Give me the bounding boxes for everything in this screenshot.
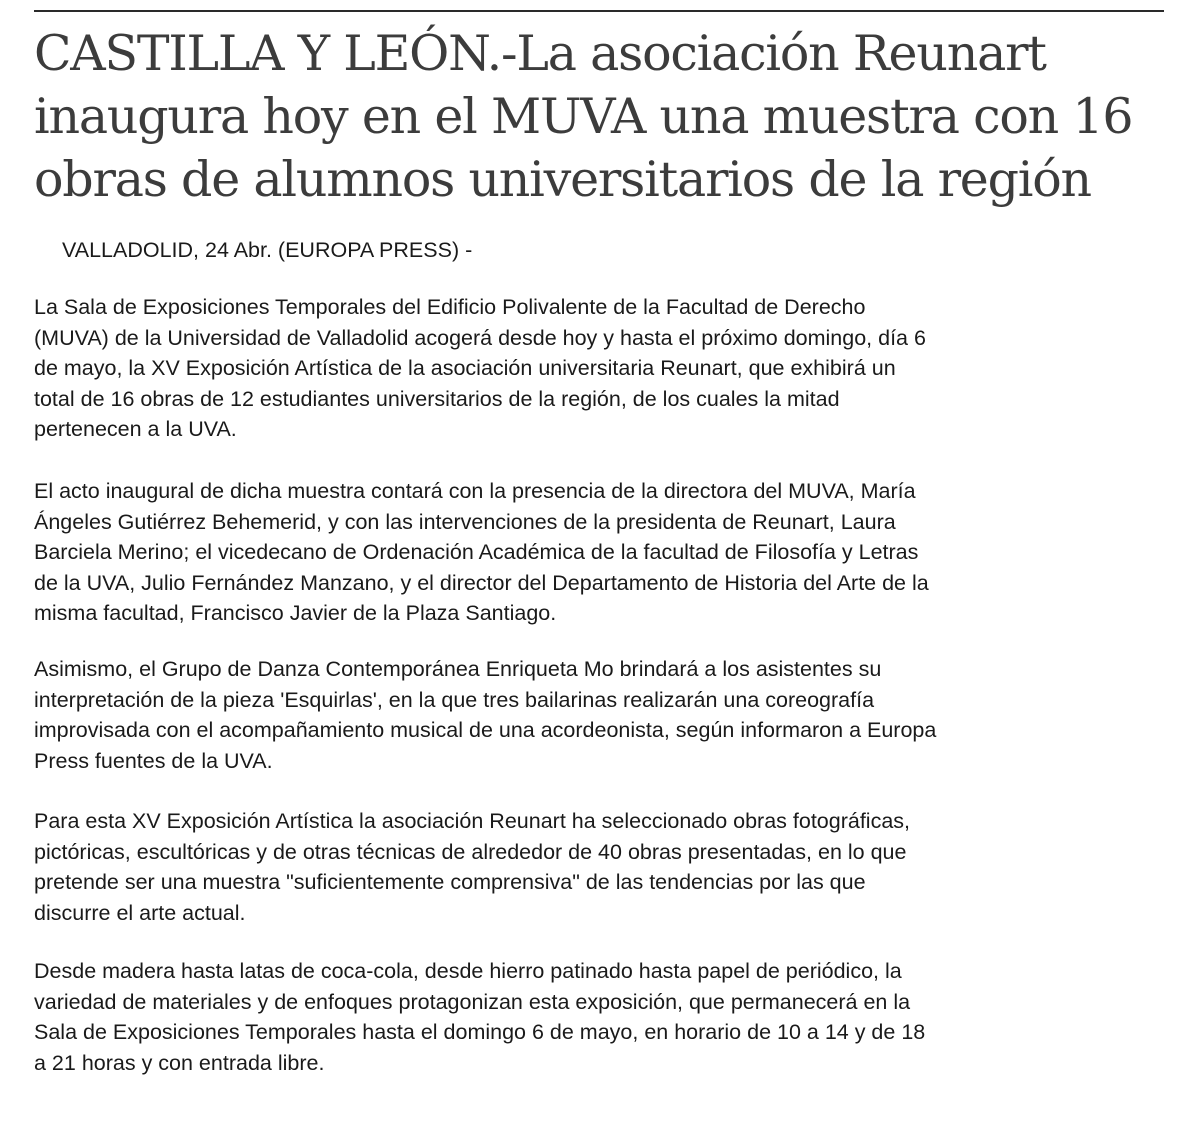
paragraph-line: de la UVA, Julio Fernández Manzano, y el director del Departamento de Historia del Arte de la (34, 570, 929, 595)
paragraph-line: misma facultad, Francisco Javier de la Plaza Santiago. (34, 601, 557, 625)
headline-line: obras de alumnos universitarios de la región (34, 151, 1091, 208)
headline-line: CASTILLA Y LEÓN.-La asociación Reunart (34, 25, 1046, 82)
paragraph-2 (34, 476, 929, 629)
paragraph-line: a 21 horas y con entrada libre. (34, 1050, 325, 1075)
paragraph-line: pictóricas, escultóricas y de otras técnicas de alrededor de 40 obras presentadas, en lo que (34, 839, 907, 864)
paragraph-line: Para esta XV Exposición Artística la asociación Reunart ha seleccionado obras fotográficas, (34, 809, 911, 833)
paragraph-line: improvisada con el acompañamiento musical de una acordeonista, según informaron a Europa (34, 718, 937, 742)
paragraph-line: La Sala de Exposiciones Temporales del Edificio Polivalente de la Facultad de Derecho (34, 295, 866, 319)
top-rule (34, 10, 1164, 12)
paragraph-line: pertenecen a la UVA. (34, 417, 237, 441)
paragraph-line: pretende ser una muestra "suficientemente comprensiva" de las tendencias por las que (34, 870, 866, 894)
headline-line: inaugura hoy en el MUVA una muestra con 16 (34, 88, 1133, 145)
paragraph-5 (34, 956, 925, 1078)
paragraph-3 (34, 654, 936, 776)
paragraph-line: variedad de materiales y de enfoques protagonizan esta exposición, que permanecerá en la (34, 989, 911, 1014)
paragraph-line: interpretación de la pieza 'Esquirlas', en la que tres bailarinas realizarán una coreografía (34, 687, 875, 712)
paragraph-line: de mayo, la XV Exposición Artística de la asociación universitaria Reunart, que exhibirá un (34, 356, 896, 380)
paragraph-line: (MUVA) de la Universidad de Valladolid acogerá desde hoy y hasta el próximo domingo, día 6 (34, 325, 926, 350)
paragraph-line: discurre el arte actual. (34, 900, 246, 925)
paragraph-line: Barciela Merino; el vicedecano de Ordenación Académica de la facultad de Filosofía y Letras (34, 540, 919, 564)
paragraph-4 (34, 806, 910, 928)
paragraph-1 (34, 292, 926, 445)
paragraph-line: Asimismo, el Grupo de Danza Contemporánea Enriqueta Mo brindará a los asistentes su (34, 657, 882, 681)
paragraph-line: Desde madera hasta latas de coca-cola, desde hierro patinado hasta papel de periódico, la (34, 959, 902, 983)
paragraph-line: Press fuentes de la UVA. (34, 748, 273, 773)
paragraph-line: El acto inaugural de dicha muestra contará con la presencia de la directora del MUVA, María (34, 479, 916, 503)
dateline: VALLADOLID, 24 Abr. (EUROPA PRESS) - (62, 238, 473, 262)
paragraph-line: Sala de Exposiciones Temporales hasta el domingo 6 de mayo, en horario de 10 a 14 y de 18 (34, 1020, 926, 1044)
headline (34, 22, 1174, 211)
paragraph-line: total de 16 obras de 12 estudiantes universitarios de la región, de los cuales la mitad (34, 386, 840, 411)
paragraph-line: Ángeles Gutiérrez Behemerid, y con las intervenciones de la presidenta de Reunart, Laura (34, 509, 896, 534)
